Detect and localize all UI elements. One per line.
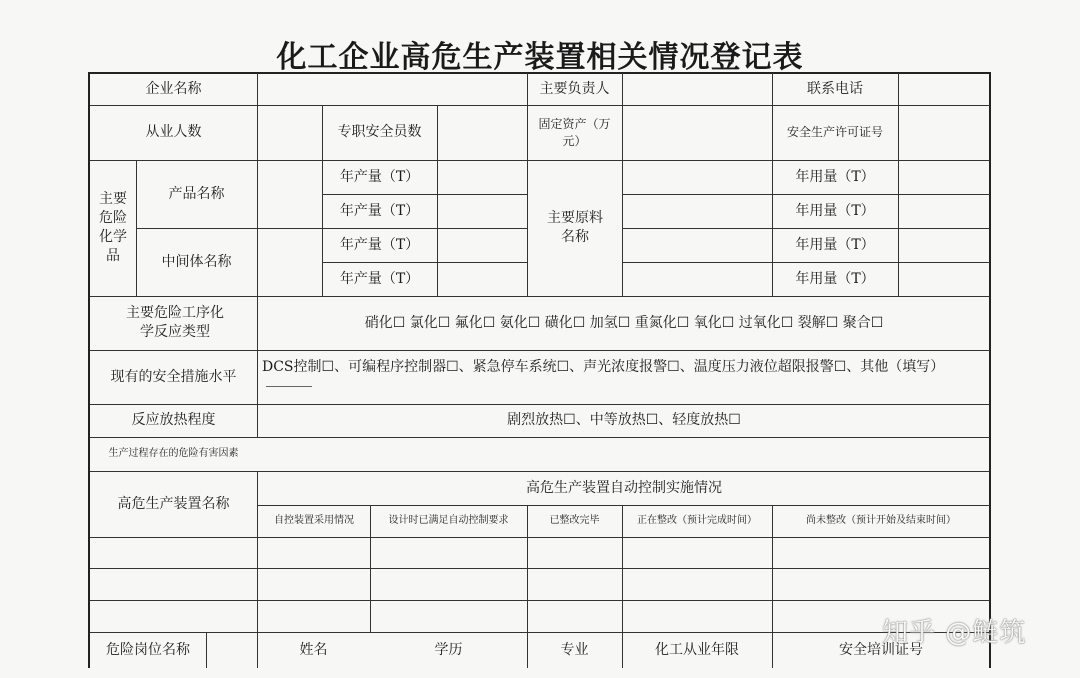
- design-meets-requirement-header: 设计时已满足自动控制要求: [388, 515, 509, 527]
- annual-usage-label: 年用量（T）: [795, 236, 875, 253]
- reaction-type-options: 硝化☐ 氯化☐ 氟化☐ 氨化☐ 磺化☐ 加氢☐ 重氮化☐ 氧化☐ 过氧化☐ 裂解☐ 聚合☐: [364, 314, 884, 331]
- company-name-label: 企业名称: [145, 80, 202, 97]
- zhihu-watermark: 知乎 @鲢筑: [882, 618, 1027, 648]
- form-title: 化工企业高危生产装置相关情况登记表: [276, 40, 804, 75]
- major-header: 专业: [560, 641, 589, 658]
- education-header: 学历: [434, 641, 463, 658]
- annual-usage-label: 年用量（T）: [795, 168, 875, 185]
- not-rectified-header: 尚未整改（预计开始及结束时间）: [806, 515, 956, 527]
- fill-in-blank: [266, 386, 312, 387]
- annual-usage-label: 年用量（T）: [795, 270, 875, 287]
- responsible-person-label: 主要负责人: [539, 80, 610, 97]
- annual-output-label: 年产量（T）: [339, 236, 420, 253]
- phone-label: 联系电话: [807, 80, 863, 97]
- rectified-header: 已整改完毕: [549, 515, 600, 527]
- safety-officer-count-label: 专职安全员数: [337, 124, 422, 141]
- name-header: 姓名: [299, 641, 328, 658]
- heat-release-label: 反应放热程度: [131, 412, 216, 429]
- intermediate-name-label: 中间体名称: [161, 253, 232, 270]
- safety-measures-label: 现有的安全措施水平: [110, 368, 237, 385]
- device-name-label: 高危生产装置名称: [117, 495, 230, 512]
- raw-material-label: 主要原料名称: [547, 210, 603, 245]
- fixed-assets-label: 固定资产（万元）: [538, 117, 611, 148]
- auto-control-section-label: 高危生产装置自动控制实施情况: [526, 479, 722, 496]
- hazard-factors-label: 生产过程存在的危险有害因素: [108, 448, 239, 460]
- annual-output-label: 年产量（T）: [339, 202, 420, 219]
- process-type-label: 主要危险工序化学反应类型: [126, 305, 224, 340]
- rectifying-header: 正在整改（预计完成时间）: [637, 515, 757, 527]
- hazardous-chemicals-label: 主要危险化学品: [99, 191, 127, 264]
- annual-output-label: 年产量（T）: [339, 168, 420, 185]
- heat-release-options: 剧烈放热☐、中等放热☐、轻度放热☐: [507, 412, 741, 429]
- staff-count-label: 从业人数: [145, 124, 202, 141]
- auto-control-adoption-header: 自控装置采用情况: [274, 515, 354, 527]
- product-name-label: 产品名称: [168, 185, 225, 202]
- annual-usage-label: 年用量（T）: [795, 202, 875, 219]
- years-header: 化工从业年限: [655, 641, 739, 658]
- training-cert-header: 安全培训证号: [839, 641, 923, 658]
- annual-output-label: 年产量（T）: [339, 270, 420, 287]
- safety-measures-options: DCS控制☐、可编程序控制器☐、紧急停车系统☐、声光浓度报警☐、温度压力液位超限报警☐、其他（填写）: [262, 358, 945, 375]
- safety-license-label: 安全生产许可证号: [786, 125, 883, 140]
- hazardous-post-label: 危险岗位名称: [106, 641, 190, 658]
